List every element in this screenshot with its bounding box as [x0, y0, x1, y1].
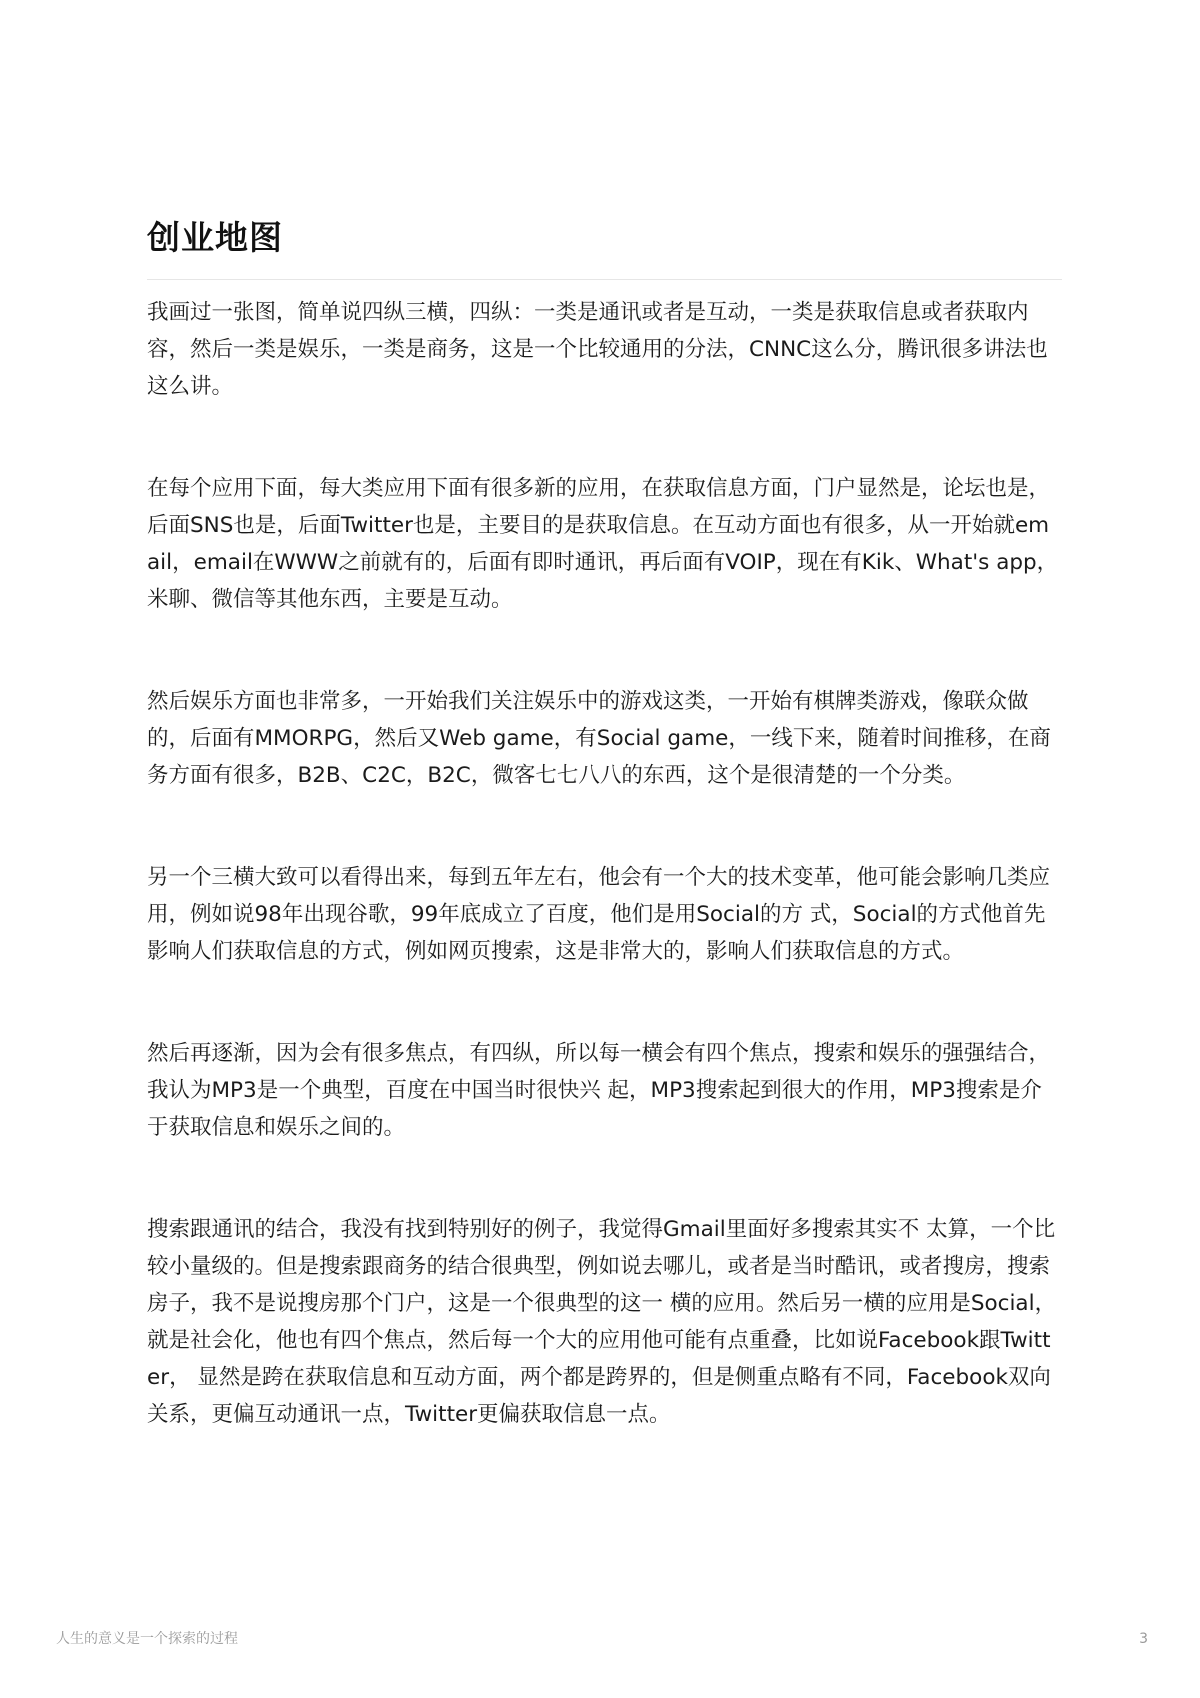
document-content: [147, 212, 1062, 1433]
footer-page-number: 3: [1139, 1631, 1148, 1647]
title-divider: [147, 279, 1062, 280]
paragraph-5: 然后再逐渐，因为会有很多焦点，有四纵，所以每一横会有四个焦点，搜索和娱乐的强强结合，我认为MP3是一个典型，百度在中国当时很快兴 起，MP3搜索起到很大的作用，MP3搜索是介于获取信息和娱乐之间的。: [147, 1041, 1051, 1140]
paragraph-4: 另一个三横大致可以看得出来，每到五年左右，他会有一个大的技术变革，他可能会影响几类应用，例如说98年出现谷歌，99年底成立了百度，他们是用Social的方 式，Social的方式他首先影响人们获取信息的方式，例如网页搜索，这是非常大的，影响人们获取信息的方式。: [147, 865, 1051, 964]
paragraph-6: 搜索跟通讯的结合，我没有找到特别好的例子，我觉得Gmail里面好多搜索其实不 太算，一个比较小量级的。但是搜索跟商务的结合很典型，例如说去哪儿，或者是当时酷讯，或者搜房，搜索房子，我不是说搜房那个门户，这是一个很典型的这一 横的应用。然后另一横的应用是Social，就是社会化，他也有四个焦点，然后每一个大的应用他可能有点重叠，比如说Facebook跟Twitter， 显然是跨在获取信息和互动方面，两个都是跨界的，但是侧重点略有不同，Facebook双向关系，更偏互动通讯一点，Twitter更偏获取信息一点。: [147, 1217, 1057, 1427]
paragraph-2: 在每个应用下面，每大类应用下面有很多新的应用，在获取信息方面，门户显然是，论坛也是，后面SNS也是，后面Twitter也是，主要目的是获取信息。在互动方面也有很多，从一开始就email，email在WWW之前就有的，后面有即时通讯，再后面有VOIP，现在有Kik、What's app，米聊、微信等其他东西，主要是互动。: [147, 476, 1059, 612]
footer-book-title: 人生的意义是一个探索的过程: [56, 1631, 238, 1647]
paragraph-3: 然后娱乐方面也非常多，一开始我们关注娱乐中的游戏这类，一开始有棋牌类游戏，像联众做的，后面有MMORPG，然后又Web game，有Social game，一线下来，随着时间推移，在商务方面有很多，B2B、C2C，B2C，微客七七八八的东西，这个是很清楚的一个分类。: [147, 689, 1051, 788]
paragraph-1: 我画过一张图，简单说四纵三横，四纵：一类是通讯或者是互动，一类是获取信息或者获取内容，然后一类是娱乐，一类是商务，这是一个比较通用的分法，CNNC这么分，腾讯很多讲法也这么讲。: [147, 300, 1048, 399]
section-title: 创业地图: [147, 218, 283, 257]
